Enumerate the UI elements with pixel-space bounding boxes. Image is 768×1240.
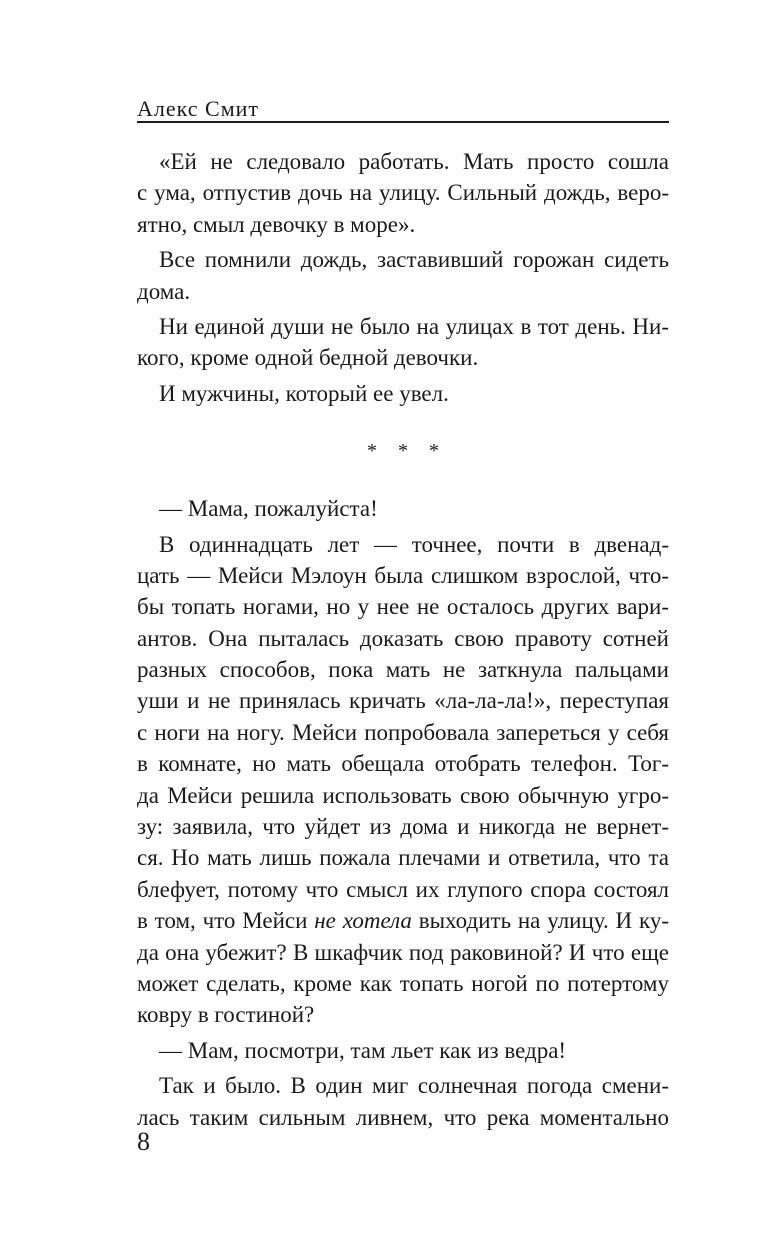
text-line: с ноги на ногу. Мейси попробовала запереться у себя [137,719,669,745]
text-line: «Ей не следовало работать. Мать просто сошла [159,149,669,174]
text-line: может сделать, кроме как топать ногой по потертому [137,970,669,996]
text-line: бы топать ногами, но у нее не осталось других вари- [137,594,669,620]
text-line: лась таким сильным ливнем, что река моментально [137,1104,669,1130]
text-line: блефует, потому что смысл их глупого спора состоял [137,876,669,902]
text-line: с ума, отпустив дочь на улицу. Сильный дождь, веро- [137,180,669,206]
text-line: да Мейси решила использовать свою обычную угро- [137,782,669,808]
text-line: кого, кроме одной бедной девочки. [137,345,479,371]
text-line: антов. Она пыталась доказать свою правоту сотней [137,625,669,651]
text-fragment: в том, что Мейси [137,908,315,934]
text-line: ся. Но мать лишь пожала плечами и ответила, что та [137,845,669,871]
text-line: зу: заявила, что уйдет из дома и никогда не вернет- [137,814,669,840]
dialogue-line: — Мама, пожалуйста! [159,496,378,522]
text-line: в комнате, но мать обещала отобрать телефон. Тог- [137,751,669,777]
text-line: Так и было. В один миг солнечная погода смени- [159,1073,669,1099]
text-line-with-emphasis [137,905,669,936]
text-line: Все помнили дождь, заставивший горожан сидеть [159,247,669,273]
text-line: Ни единой души не было на улицах в тот день. Ни- [159,313,669,339]
text-line: И мужчины, который ее увел. [159,380,449,406]
text-line: да она убежит? В шкафчик под раковиной? И что еще [137,939,669,965]
text-line: разных способов, пока мать не заткнула пальцами [137,657,669,683]
text-line: дома. [137,278,191,304]
text-line: В одиннадцать лет — точнее, почти в двенад- [159,531,669,557]
dialogue-line: — Мам, посмотри, там льет как из ведра! [159,1037,567,1063]
header-rule [137,121,669,123]
page-number: 8 [137,1127,150,1156]
running-head-author: Алекс Смит [137,96,260,121]
text-line: ятно, смыл девочку в море». [137,211,416,237]
text-line: ковру в гостиной? [137,1002,315,1028]
emphasized-text: не хотела [314,908,412,934]
text-line: цать — Мейси Мэлоун была слишком взрослой, что- [137,562,669,588]
section-separator: * * * [367,440,447,463]
body-text [137,146,669,1133]
text-fragment: выходить на улицу. И ку- [411,908,669,934]
text-line: уши и не принялась кричать «ла-ла-ла!», переступая [137,688,669,714]
